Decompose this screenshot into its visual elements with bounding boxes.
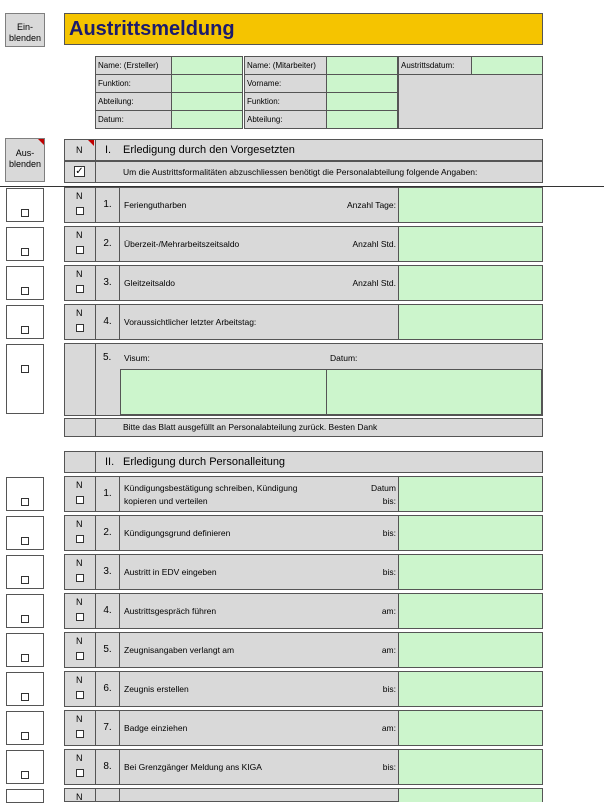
checkbox[interactable] bbox=[76, 285, 84, 293]
row-unit: Datum bis: bbox=[370, 483, 396, 506]
checkbox[interactable] bbox=[21, 615, 29, 623]
n-label: N bbox=[76, 269, 83, 279]
row-input[interactable] bbox=[398, 633, 542, 667]
checkbox[interactable] bbox=[76, 769, 84, 777]
checkbox[interactable] bbox=[76, 652, 84, 660]
s2-row-4 bbox=[64, 593, 543, 629]
checkbox[interactable] bbox=[76, 496, 84, 504]
n-col bbox=[65, 555, 96, 589]
visum-label: Visum: bbox=[124, 353, 150, 363]
side-checkbox-1[interactable] bbox=[6, 188, 44, 222]
input-datum1[interactable] bbox=[171, 110, 243, 129]
intro-text: Um die Austrittsformalitäten abzuschliessen benötigt die Personalabteilung folgende Angaben: bbox=[123, 167, 478, 177]
row-number: 8. bbox=[96, 750, 120, 784]
row-input[interactable] bbox=[398, 750, 542, 784]
intro-checkbox[interactable]: ✓ bbox=[75, 166, 84, 177]
checkbox[interactable] bbox=[21, 537, 29, 545]
label-vorname: Vorname: bbox=[244, 74, 327, 93]
header-blank bbox=[398, 74, 543, 129]
intro-check-col bbox=[65, 162, 96, 182]
checkbox[interactable] bbox=[76, 574, 84, 582]
row-label: Austrittsgespräch führen bbox=[124, 606, 217, 616]
row-input[interactable] bbox=[398, 594, 542, 628]
s2-row-5 bbox=[64, 632, 543, 668]
label-mitarbeiter: Name: (Mitarbeiter) bbox=[244, 56, 327, 75]
row-input[interactable] bbox=[398, 305, 542, 339]
s1-row-1 bbox=[64, 187, 543, 223]
row-input[interactable] bbox=[398, 188, 542, 222]
s1-row-4 bbox=[64, 304, 543, 340]
comment-marker bbox=[88, 140, 94, 146]
row-number: 1. bbox=[96, 477, 120, 511]
checkbox[interactable] bbox=[21, 576, 29, 584]
s2-row-9 bbox=[64, 788, 543, 802]
n-label: N bbox=[76, 714, 83, 724]
checkbox[interactable] bbox=[76, 246, 84, 254]
einblenden-button[interactable]: Ein- blenden bbox=[5, 13, 45, 47]
label-datum1: Datum: bbox=[95, 110, 172, 129]
datum-label: Datum: bbox=[330, 353, 358, 363]
n-col bbox=[65, 227, 96, 261]
row-unit: bis: bbox=[382, 567, 396, 577]
row-label: Überzeit-/Mehrarbeitszeitsaldo bbox=[124, 239, 240, 249]
side-checkbox-s2-1[interactable] bbox=[6, 477, 44, 511]
row-number: 5. bbox=[96, 633, 120, 667]
checkbox[interactable] bbox=[21, 654, 29, 662]
row-number: 4. bbox=[96, 594, 120, 628]
section1-intro bbox=[64, 161, 543, 183]
label-funktion1: Funktion: bbox=[95, 74, 172, 93]
row-label: Badge einziehen bbox=[124, 723, 188, 733]
checkbox[interactable] bbox=[21, 693, 29, 701]
row-input[interactable] bbox=[398, 711, 542, 745]
n-col bbox=[65, 266, 96, 300]
checkbox[interactable] bbox=[21, 209, 29, 217]
n-label: N bbox=[76, 792, 83, 802]
s2-row-6 bbox=[64, 671, 543, 707]
label-abteilung2: Abteilung: bbox=[244, 110, 327, 129]
section2-roman: II. bbox=[105, 456, 115, 468]
section1-header bbox=[64, 139, 543, 161]
n-col bbox=[65, 419, 96, 436]
input-ersteller[interactable] bbox=[171, 56, 243, 75]
row-number: 4. bbox=[96, 305, 120, 339]
n-col bbox=[65, 305, 96, 339]
checkbox[interactable] bbox=[21, 287, 29, 295]
side-checkbox-s2-7[interactable] bbox=[6, 711, 44, 745]
n-col bbox=[65, 711, 96, 745]
side-checkbox-s2-3[interactable] bbox=[6, 555, 44, 589]
page-title: Austrittsmeldung bbox=[69, 18, 235, 40]
row-unit: Anzahl Std. bbox=[352, 278, 396, 288]
row-number: 2. bbox=[96, 227, 120, 261]
n-label: N bbox=[76, 753, 83, 763]
s1-row-5 bbox=[64, 343, 543, 416]
row-label: Gleitzeitsaldo bbox=[124, 278, 176, 288]
row-input[interactable] bbox=[398, 266, 542, 300]
s2-row-3 bbox=[64, 554, 543, 590]
checkbox[interactable] bbox=[21, 771, 29, 779]
n-col bbox=[65, 594, 96, 628]
n-label: N bbox=[76, 145, 83, 155]
section2-n-col bbox=[65, 452, 96, 472]
checkbox[interactable] bbox=[76, 613, 84, 621]
row-unit: am: bbox=[381, 606, 396, 616]
input-abteilung2[interactable] bbox=[326, 110, 398, 129]
row-input[interactable] bbox=[398, 672, 542, 706]
s2-row-1 bbox=[64, 476, 543, 512]
input-austrittsdatum[interactable] bbox=[471, 56, 543, 75]
checkbox[interactable] bbox=[76, 535, 84, 543]
n-label: N bbox=[76, 308, 83, 318]
n-col bbox=[65, 789, 96, 802]
n-label: N bbox=[76, 191, 83, 201]
s2-row-7 bbox=[64, 710, 543, 746]
n-col bbox=[65, 477, 96, 511]
checkbox[interactable] bbox=[21, 365, 29, 373]
checkbox[interactable] bbox=[76, 207, 84, 215]
row-number: 7. bbox=[96, 711, 120, 745]
n-label: N bbox=[76, 230, 83, 240]
side-checkbox-4[interactable] bbox=[6, 305, 44, 339]
footer-text: Bitte das Blatt ausgefüllt an Personalabteilung zurück. Besten Dank bbox=[123, 422, 378, 432]
checkbox[interactable] bbox=[21, 248, 29, 256]
row-label: Feriengutharben bbox=[124, 200, 187, 210]
input-vorname[interactable] bbox=[326, 74, 398, 93]
row-input[interactable] bbox=[398, 789, 542, 802]
n-col bbox=[65, 750, 96, 784]
s1-row-3 bbox=[64, 265, 543, 301]
row-number: 1. bbox=[96, 188, 120, 222]
section1-title: Erledigung durch den Vorgesetzten bbox=[123, 144, 295, 156]
row-label: Austritt in EDV eingeben bbox=[124, 567, 217, 577]
datum-input[interactable] bbox=[326, 369, 542, 415]
side-checkbox-s2-2[interactable] bbox=[6, 516, 44, 550]
row-input[interactable] bbox=[398, 516, 542, 550]
n-label: N bbox=[76, 675, 83, 685]
n-label: N bbox=[76, 519, 83, 529]
row-label: Kündigungsbestätigung schreiben, Kündigung kopieren und verteilen bbox=[124, 483, 298, 506]
row-unit: am: bbox=[381, 723, 396, 733]
side-checkbox-s2-5[interactable] bbox=[6, 633, 44, 667]
input-funktion1[interactable] bbox=[171, 74, 243, 93]
n-col bbox=[65, 188, 96, 222]
label-funktion2: Funktion: bbox=[244, 92, 327, 111]
row-input[interactable] bbox=[398, 477, 542, 511]
comment-marker bbox=[38, 139, 44, 145]
row-number: 3. bbox=[96, 266, 120, 300]
row-unit: Anzahl Tage: bbox=[347, 200, 396, 210]
side-checkbox-s2-4[interactable] bbox=[6, 594, 44, 628]
s2-row-2 bbox=[64, 515, 543, 551]
n-col bbox=[65, 516, 96, 550]
n-label: N bbox=[76, 597, 83, 607]
row-number: 5. bbox=[103, 352, 112, 363]
section2-title: Erledigung durch Personalleitung bbox=[123, 456, 286, 468]
row-label: Zeugnis erstellen bbox=[124, 684, 189, 694]
row-input[interactable] bbox=[398, 555, 542, 589]
side-checkbox-s2-8[interactable] bbox=[6, 750, 44, 784]
label-ersteller: Name: (Ersteller) bbox=[95, 56, 172, 75]
n-label: N bbox=[76, 636, 83, 646]
title-bar bbox=[64, 13, 543, 45]
row-label: Kündigungsgrund definieren bbox=[124, 528, 231, 538]
visum-input[interactable] bbox=[120, 369, 327, 415]
checkbox[interactable] bbox=[76, 730, 84, 738]
section1-footer bbox=[64, 418, 543, 437]
side-checkbox-s2-6[interactable] bbox=[6, 672, 44, 706]
row-unit: bis: bbox=[382, 762, 396, 772]
row-unit: Anzahl Std. bbox=[352, 239, 396, 249]
row-unit: bis: bbox=[382, 528, 396, 538]
s1-row-2 bbox=[64, 226, 543, 262]
s2-row-8 bbox=[64, 749, 543, 785]
row-label: Voraussichtlicher letzter Arbeitstag: bbox=[124, 317, 257, 327]
row-label: Zeugnisangaben verlangt am bbox=[124, 645, 235, 655]
checkbox[interactable] bbox=[76, 324, 84, 332]
section1-roman: I. bbox=[105, 144, 112, 156]
side-checkbox-3[interactable] bbox=[6, 266, 44, 300]
n-col bbox=[65, 672, 96, 706]
section2-header bbox=[64, 451, 543, 473]
row-unit: bis: bbox=[382, 684, 396, 694]
n-col bbox=[65, 344, 96, 415]
row-number: 3. bbox=[96, 555, 120, 589]
side-checkbox-2[interactable] bbox=[6, 227, 44, 261]
row-number: 6. bbox=[96, 672, 120, 706]
n-col bbox=[65, 633, 96, 667]
n-label: N bbox=[76, 480, 83, 490]
row-unit: am: bbox=[381, 645, 396, 655]
checkbox[interactable] bbox=[21, 326, 29, 334]
input-abteilung1[interactable] bbox=[171, 92, 243, 111]
row-number bbox=[96, 789, 120, 802]
n-label: N bbox=[76, 558, 83, 568]
label-austrittsdatum: Austrittsdatum: bbox=[398, 56, 472, 75]
row-input[interactable] bbox=[398, 227, 542, 261]
ausblenden-button[interactable]: Aus- blenden bbox=[5, 138, 45, 182]
side-checkbox-5[interactable] bbox=[6, 344, 44, 414]
input-funktion2[interactable] bbox=[326, 92, 398, 111]
checkbox[interactable] bbox=[76, 691, 84, 699]
input-mitarbeiter[interactable] bbox=[326, 56, 398, 75]
checkbox[interactable] bbox=[21, 498, 29, 506]
label-abteilung1: Abteilung: bbox=[95, 92, 172, 111]
row-label: Bei Grenzgänger Meldung ans KIGA bbox=[124, 762, 262, 772]
checkbox[interactable] bbox=[21, 732, 29, 740]
row-number: 2. bbox=[96, 516, 120, 550]
